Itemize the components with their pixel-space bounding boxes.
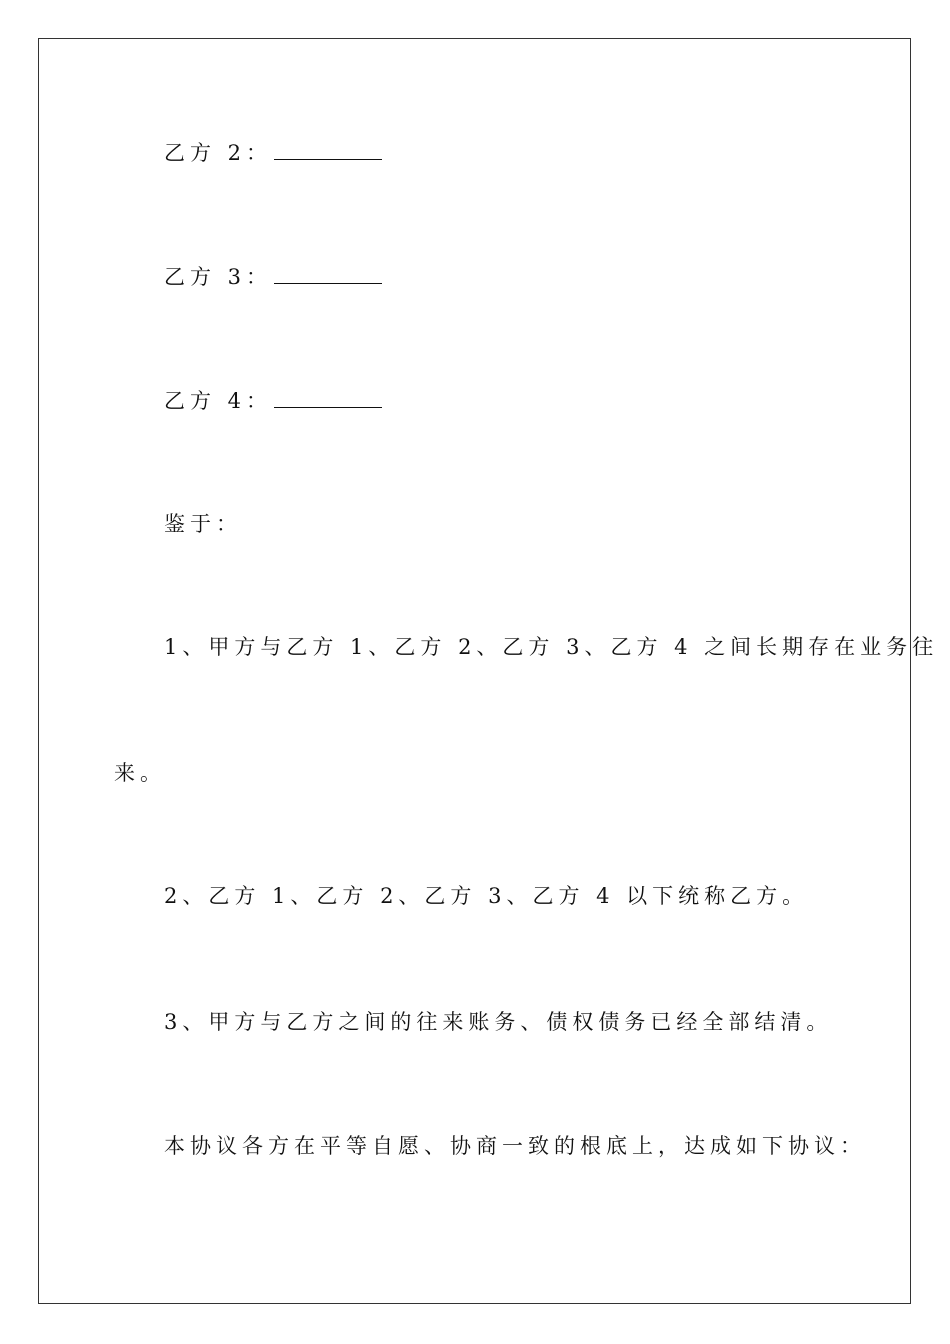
party-b3-blank-field [274,265,382,284]
recital-item-3: 3、甲方与乙方之间的往来账务、债权债务已经全部结清。 [164,1010,833,1034]
whereas-heading: 鉴于： [164,512,242,536]
party-b4-label: 乙方 4： [164,389,273,413]
recital-item-1-line-2: 来。 [114,761,166,785]
party-b4-blank-field [274,389,382,408]
recital-item-1-line-1: 1、甲方与乙方 1、乙方 2、乙方 3、乙方 4 之间长期存在业务往 [164,635,939,659]
party-b3-row [164,265,382,288]
party-b2-blank-field [274,141,382,160]
recital-item-2: 2、乙方 1、乙方 2、乙方 3、乙方 4 以下统称乙方。 [164,884,809,908]
party-b3-label: 乙方 3： [164,265,273,289]
party-b2-row [164,141,382,164]
agreement-conclusion: 本协议各方在平等自愿、协商一致的根底上，达成如下协议： [164,1134,866,1158]
page-border [38,38,911,1304]
party-b4-row [164,389,382,412]
party-b2-label: 乙方 2： [164,141,273,165]
